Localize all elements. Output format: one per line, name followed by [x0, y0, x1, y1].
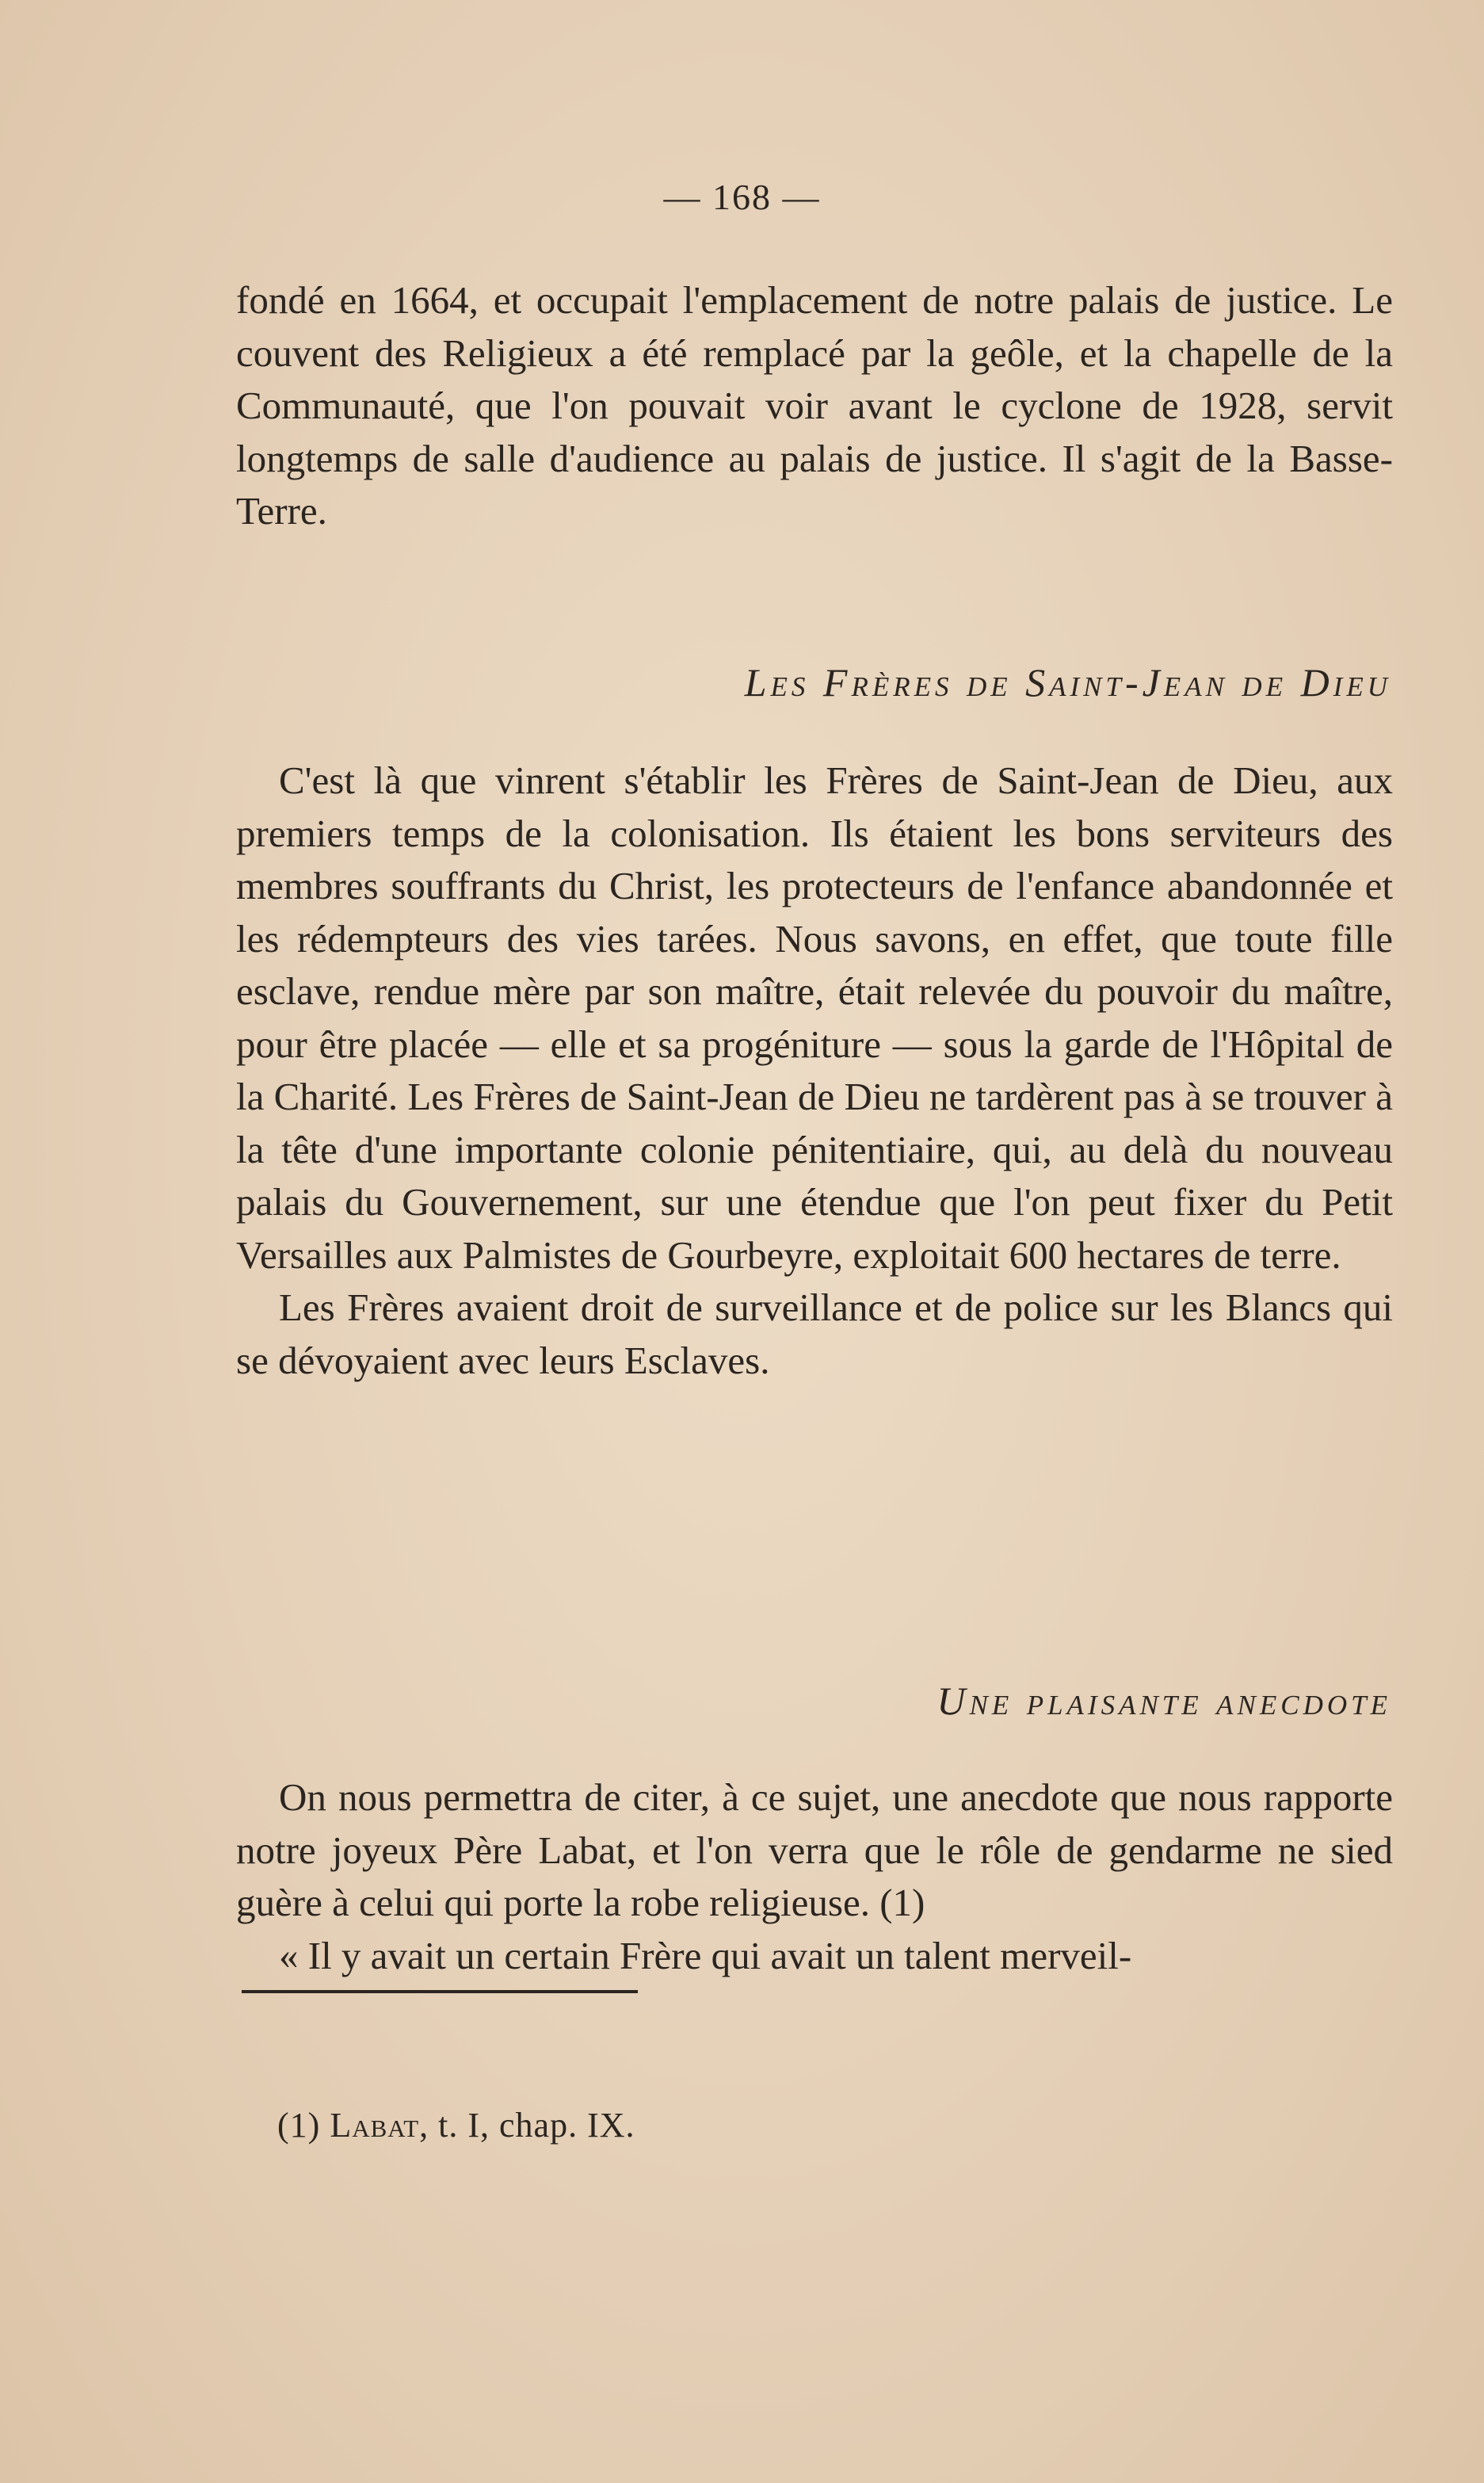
footnote-reference: , t. I, chap. IX.: [419, 2106, 635, 2145]
section-heading-freres: Les Frères de Saint-Jean de Dieu: [744, 660, 1391, 705]
page-number: — 168 —: [663, 177, 821, 217]
footnote: [277, 2105, 635, 2145]
intro-paragraph: fondé en 1664, et occupait l'emplacement de notre palais de justice. Le couvent des Religieux a été remplacé par la geôle, et la chapelle de la Communauté, que l'on pouvait voir avant le cyclone de 1928, servit longtemps de salle d'audience au palais de justice. Il s'agit de la Basse-Terre.: [236, 278, 1393, 533]
section-anecdote-text: [236, 1771, 1393, 1982]
section-freres-text: [236, 754, 1393, 1387]
paragraph-anecdote-2: « Il y avait un certain Frère qui avait un talent merveil-: [279, 1933, 1132, 1977]
paragraph-anecdote-1: On nous permettra de citer, à ce sujet, une anecdote que nous rapporte notre joyeux Père Labat, et l'on verra que le rôle de gendarme ne sied guère à celui qui porte la robe religieuse. (1): [236, 1775, 1393, 1924]
footnote-marker: (1): [277, 2106, 321, 2145]
intro-text: [236, 274, 1393, 538]
paragraph-freres-2: Les Frères avaient droit de surveillance et de police sur les Blancs qui se dévoyaient avec leurs Esclaves.: [236, 1285, 1393, 1382]
footnote-divider: [242, 1990, 638, 1993]
footnote-author: Labat: [330, 2106, 420, 2145]
section-heading-anecdote: Une plaisante anecdote: [937, 1679, 1391, 1723]
paragraph-freres-1: C'est là que vinrent s'établir les Frères de Saint-Jean de Dieu, aux premiers temps de la colonisation. Ils étaient les bons serviteurs des membres souffrants du Christ, les protecteurs de l'enfance abandonnée et les rédempteurs des vies tarées. Nous savons, en effet, que toute fille esclave, rendue mère par son maître, était relevée du pouvoir du maître, pour être placée — elle et sa progéniture — sous la garde de l'Hôpital de la Charité. Les Frères de Saint-Jean de Dieu ne tardèrent pas à se trouver à la tête d'une importante colonie pénitentiaire, qui, au delà du nouveau palais du Gouvernement, sur une étendue que l'on peut fixer du Petit Versailles aux Palmistes de Gourbeyre, exploitait 600 hectares de terre.: [236, 758, 1393, 1277]
